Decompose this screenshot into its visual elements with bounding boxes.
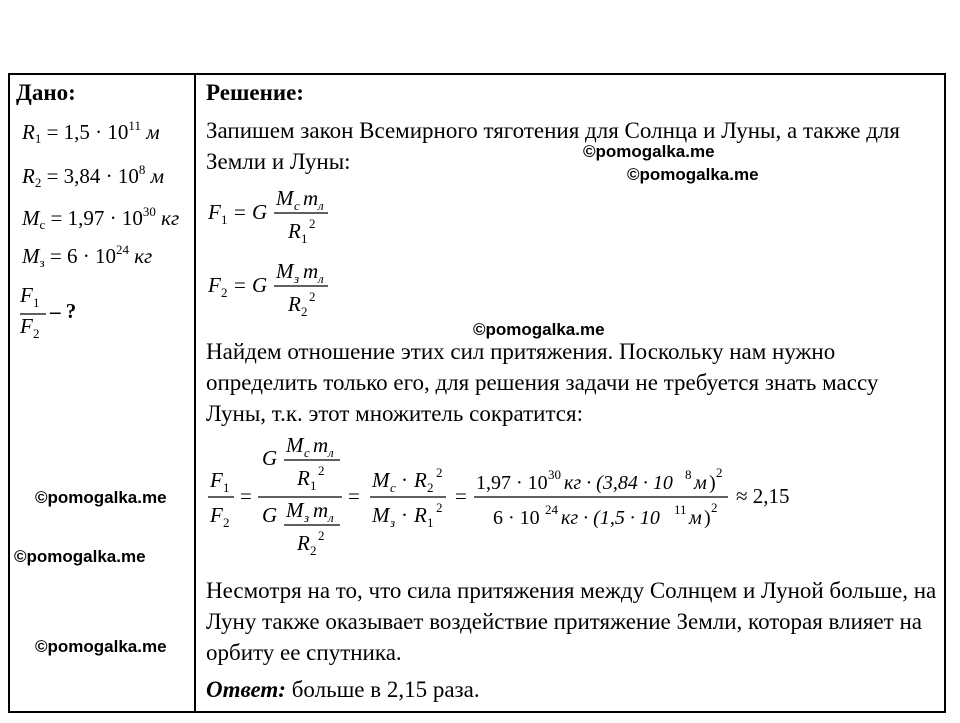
svg-text:R: R (288, 219, 301, 243)
answer-line (206, 677, 480, 703)
svg-text:л: л (318, 271, 324, 286)
svg-text:– ?: – ? (50, 299, 77, 323)
svg-text:=: = (348, 484, 360, 508)
solution-paragraph-3: Несмотря на то, что сила притяжения между Солнцем и Луной больше, на Луну также оказывает воздействие притяжение Земли, которая влияет на орбиту ее спутника. (206, 578, 937, 665)
given-r2: $R_2 = 3,84 \cdot 10^8$ м (22, 162, 165, 190)
svg-text:R: R (297, 466, 310, 490)
svg-text:2: 2 (436, 500, 443, 515)
svg-text:m: m (303, 259, 319, 283)
svg-text:1,97 · 10: 1,97 · 10 (476, 472, 548, 494)
svg-text:с: с (304, 445, 310, 460)
svg-text:л: л (328, 510, 334, 525)
svg-text:M: M (276, 259, 294, 283)
svg-text:G: G (252, 273, 268, 297)
svg-text:G: G (252, 200, 268, 224)
given-r1: $R_1 = 1,5 \cdot 10^{11}$ м (22, 118, 160, 146)
given-mc: $M_с = 1,97 \cdot 10^{30}$ кг (22, 204, 180, 232)
svg-text:·: · (401, 503, 408, 527)
watermark: ©pomogalka.me (583, 142, 715, 161)
svg-text:з: з (390, 515, 396, 530)
svg-text:11: 11 (674, 502, 687, 517)
svg-text:): ) (709, 472, 716, 494)
svg-text:л: л (328, 445, 334, 460)
svg-text:2: 2 (318, 463, 325, 478)
svg-text:2: 2 (318, 528, 325, 543)
watermark: ©pomogalka.me (473, 320, 605, 339)
svg-text:8: 8 (685, 467, 692, 482)
svg-text:м: м (689, 507, 702, 529)
svg-text:1: 1 (427, 515, 434, 530)
svg-text:F: F (20, 314, 33, 338)
svg-text:=: = (455, 484, 467, 508)
answer-label: Ответ: (206, 677, 286, 702)
svg-text:M: M (286, 498, 304, 522)
svg-text:2: 2 (310, 543, 317, 558)
svg-text:1: 1 (310, 478, 317, 493)
svg-text:G: G (262, 446, 278, 470)
svg-text:·: · (401, 468, 408, 492)
watermark: ©pomogalka.me (35, 488, 167, 507)
svg-text:30: 30 (548, 467, 561, 482)
svg-text:з: з (294, 271, 300, 286)
svg-text:з: з (304, 510, 310, 525)
svg-text:=: = (240, 484, 252, 508)
svg-text:G: G (262, 503, 278, 527)
svg-text:л: л (318, 198, 324, 213)
watermark: ©pomogalka.me (627, 165, 759, 184)
svg-text:): ) (704, 507, 711, 529)
svg-text:с: с (390, 480, 396, 495)
svg-text:R: R (297, 531, 310, 555)
svg-text:F: F (208, 200, 221, 224)
svg-text:F: F (20, 283, 33, 307)
svg-text:F: F (210, 503, 223, 527)
svg-text:6 · 10: 6 · 10 (493, 507, 540, 529)
svg-text:2: 2 (427, 480, 434, 495)
solution-paragraph-2: Найдем отношение этих сил притяжения. Поскольку нам нужно определить только его, для решения задачи не требуется знать массу Луны, т.к. этот множитель сократится: (206, 339, 879, 426)
svg-text:2: 2 (221, 285, 228, 300)
svg-text:F: F (210, 468, 223, 492)
svg-text:≈ 2,15: ≈ 2,15 (736, 484, 790, 508)
svg-text:m: m (313, 433, 329, 457)
svg-text:кг · (1,5 · 10: кг · (1,5 · 10 (561, 507, 660, 529)
svg-text:M: M (276, 186, 294, 210)
svg-text:2: 2 (309, 216, 316, 231)
svg-text:m: m (313, 498, 329, 522)
svg-text:2: 2 (716, 465, 723, 480)
svg-text:2: 2 (436, 465, 443, 480)
svg-text:M: M (286, 433, 304, 457)
answer-text: больше в 2,15 раза. (291, 677, 480, 702)
svg-text:R: R (414, 468, 427, 492)
svg-text:24: 24 (545, 502, 558, 517)
solution-heading: Решение: (206, 80, 304, 105)
svg-text:2: 2 (33, 326, 40, 341)
svg-text:2: 2 (309, 289, 316, 304)
svg-text:=: = (234, 200, 246, 224)
watermark: ©pomogalka.me (14, 547, 146, 566)
svg-text:=: = (234, 273, 246, 297)
svg-text:M: M (372, 503, 390, 527)
svg-text:2: 2 (301, 304, 308, 319)
svg-text:1: 1 (33, 295, 40, 310)
given-heading: Дано: (16, 80, 76, 105)
svg-text:2: 2 (223, 515, 230, 530)
svg-text:м: м (694, 472, 707, 494)
svg-text:M: M (372, 468, 390, 492)
svg-text:m: m (303, 186, 319, 210)
svg-text:2: 2 (711, 500, 718, 515)
svg-text:кг · (3,84 · 10: кг · (3,84 · 10 (564, 472, 673, 494)
given-mz: $M_з = 6 \cdot 10^{24}$ кг (22, 242, 153, 270)
svg-text:R: R (414, 503, 427, 527)
svg-text:R: R (288, 292, 301, 316)
svg-text:1: 1 (221, 212, 228, 227)
svg-text:1: 1 (301, 231, 308, 246)
svg-text:с: с (294, 198, 300, 213)
svg-text:F: F (208, 273, 221, 297)
svg-text:1: 1 (223, 480, 230, 495)
solution-paragraph-1: Запишем закон Всемирного тяготения для Солнца и Луны, а также для Земли и Луны: (206, 118, 900, 174)
watermark: ©pomogalka.me (35, 637, 167, 656)
